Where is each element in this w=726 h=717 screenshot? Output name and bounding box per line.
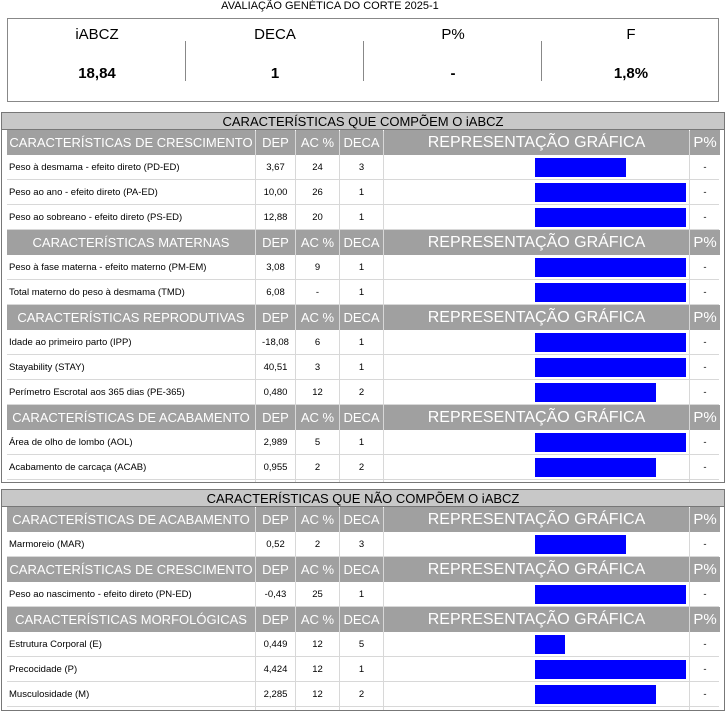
deca-value: 1	[358, 262, 365, 273]
p-value: -	[703, 187, 707, 198]
p-value: -	[703, 437, 707, 448]
p-value: -	[703, 639, 707, 650]
table-row	[2, 632, 724, 657]
p-value: -	[703, 212, 707, 223]
p-value: -	[703, 362, 707, 373]
graph-bar	[535, 208, 686, 227]
dep-value: 3,08	[266, 262, 285, 273]
column-header-deca: DECA	[340, 405, 383, 430]
graph-cell	[384, 280, 689, 305]
summary-label: F	[626, 26, 636, 43]
graph-bar	[535, 535, 626, 554]
deca-value: 1	[358, 212, 365, 223]
section-groups	[2, 507, 724, 707]
section-nao-compoem-iabcz	[1, 489, 725, 711]
group-title: CARACTERÍSTICAS DE ACABAMENTO	[7, 507, 255, 532]
p-value: -	[703, 287, 707, 298]
dep-value: 0,955	[263, 462, 288, 473]
dep-value: 10,00	[263, 187, 288, 198]
column-header-dep: DEP	[256, 507, 295, 532]
trait-name: Stayability (STAY)	[9, 362, 85, 373]
dep-value: -0,43	[264, 589, 287, 600]
grid-line	[295, 508, 296, 710]
graph-bar	[535, 158, 626, 177]
table-row	[2, 155, 724, 180]
column-header-graph: REPRESENTAÇÃO GRÁFICA	[384, 230, 689, 255]
grid-line	[689, 508, 690, 710]
trait-name: Perímetro Escrotal aos 365 dias (PE-365)	[9, 387, 185, 398]
dep-value: 0,449	[263, 639, 288, 650]
ac-value: 2	[314, 462, 321, 473]
graph-cell	[384, 380, 689, 405]
deca-value: 2	[358, 387, 365, 398]
p-value: -	[703, 162, 707, 173]
table-row	[2, 532, 724, 557]
dep-value: 2,989	[263, 437, 288, 448]
grid-line	[339, 131, 340, 482]
ac-value: 2	[314, 539, 321, 550]
deca-value: 1	[358, 287, 365, 298]
dep-value: 12,88	[263, 212, 288, 223]
graph-cell	[384, 455, 689, 480]
deca-value: 3	[358, 162, 365, 173]
trait-group	[2, 130, 724, 230]
graph-cell	[384, 255, 689, 280]
section-title: CARACTERÍSTICAS QUE NÃO COMPÕEM O iABCZ	[2, 490, 724, 507]
trait-group	[2, 557, 724, 607]
section-title: CARACTERÍSTICAS QUE COMPÕEM O iABCZ	[2, 113, 724, 130]
dep-value: 6,08	[266, 287, 285, 298]
deca-value: 1	[358, 664, 365, 675]
column-header-deca: DECA	[340, 607, 383, 632]
ac-value: 25	[312, 589, 323, 600]
table-row	[2, 330, 724, 355]
column-header-dep: DEP	[256, 130, 295, 155]
grid-line	[383, 508, 384, 710]
graph-cell	[384, 205, 689, 230]
trait-name: Musculosidade (M)	[9, 689, 90, 700]
column-header-dep: DEP	[256, 405, 295, 430]
ac-value: 20	[312, 212, 323, 223]
graph-cell	[384, 632, 689, 657]
column-header-p: P%	[690, 230, 720, 255]
table-row	[2, 280, 724, 305]
grid-line	[295, 131, 296, 482]
column-header-deca: DECA	[340, 305, 383, 330]
grid-line	[255, 508, 256, 710]
dep-value: 2,285	[263, 689, 288, 700]
summary-label: iABCZ	[75, 26, 119, 43]
graph-cell	[384, 682, 689, 707]
ac-value: 12	[312, 387, 323, 398]
column-header-graph: REPRESENTAÇÃO GRÁFICA	[384, 305, 689, 330]
summary-p	[364, 19, 542, 101]
deca-value: 3	[358, 539, 365, 550]
graph-cell	[384, 582, 689, 607]
column-header-p: P%	[690, 405, 720, 430]
trait-group	[2, 507, 724, 557]
column-header-p: P%	[690, 607, 720, 632]
column-header-graph: REPRESENTAÇÃO GRÁFICA	[384, 557, 689, 582]
group-header	[2, 607, 724, 632]
group-header	[2, 230, 724, 255]
deca-value: 1	[358, 362, 365, 373]
column-header-ac: AC %	[296, 557, 339, 582]
group-header	[2, 557, 724, 582]
trait-name: Total materno do peso à desmama (TMD)	[9, 287, 185, 298]
deca-value: 2	[358, 462, 365, 473]
trait-name: Marmoreio (MAR)	[9, 539, 85, 550]
page-title: AVALIAÇÃO GENÉTICA DO CORTE 2025-1	[221, 0, 439, 12]
ac-value: 12	[312, 689, 323, 700]
column-header-dep: DEP	[256, 230, 295, 255]
table-row	[2, 355, 724, 380]
group-title: CARACTERÍSTICAS DE ACABAMENTO	[7, 405, 255, 430]
column-header-graph: REPRESENTAÇÃO GRÁFICA	[384, 405, 689, 430]
p-value: -	[703, 387, 707, 398]
trait-name: Precocidade (P)	[9, 664, 78, 675]
ac-value: -	[315, 287, 320, 298]
summary-iabcz	[8, 19, 186, 101]
group-header	[2, 130, 724, 155]
column-header-p: P%	[690, 305, 720, 330]
ac-value: 6	[314, 337, 321, 348]
summary-value: 1	[270, 65, 280, 82]
ac-value: 12	[312, 639, 323, 650]
graph-bar	[535, 458, 656, 477]
column-header-p: P%	[690, 557, 720, 582]
deca-value: 1	[358, 187, 365, 198]
summary-value: -	[450, 65, 456, 82]
graph-bar	[535, 433, 686, 452]
table-row	[2, 255, 724, 280]
deca-value: 1	[358, 437, 365, 448]
grid-line	[339, 508, 340, 710]
column-header-ac: AC %	[296, 305, 339, 330]
column-header-graph: REPRESENTAÇÃO GRÁFICA	[384, 607, 689, 632]
ac-value: 3	[314, 362, 321, 373]
column-header-ac: AC %	[296, 230, 339, 255]
column-header-deca: DECA	[340, 130, 383, 155]
graph-cell	[384, 355, 689, 380]
column-header-dep: DEP	[256, 607, 295, 632]
column-header-deca: DECA	[340, 557, 383, 582]
dep-value: 4,424	[263, 664, 288, 675]
trait-name: Área de olho de lombo (AOL)	[9, 437, 133, 448]
column-header-p: P%	[690, 130, 720, 155]
group-title: CARACTERÍSTICAS MORFOLÓGICAS	[7, 607, 255, 632]
trait-group	[2, 607, 724, 707]
column-header-p: P%	[690, 507, 720, 532]
group-title: CARACTERÍSTICAS REPRODUTIVAS	[7, 305, 255, 330]
column-header-dep: DEP	[256, 557, 295, 582]
column-header-graph: REPRESENTAÇÃO GRÁFICA	[384, 507, 689, 532]
column-header-ac: AC %	[296, 507, 339, 532]
graph-cell	[384, 430, 689, 455]
p-value: -	[703, 462, 707, 473]
graph-bar	[535, 333, 686, 352]
summary-value: 1,8%	[613, 65, 649, 82]
section-compoem-iabcz	[1, 112, 725, 483]
summary-label: P%	[441, 26, 465, 43]
dep-value: 0,480	[263, 387, 288, 398]
summary-value: 18,84	[78, 65, 116, 82]
p-value: -	[703, 262, 707, 273]
table-row	[2, 180, 724, 205]
deca-value: 1	[358, 589, 365, 600]
p-value: -	[703, 337, 707, 348]
column-header-deca: DECA	[340, 507, 383, 532]
graph-bar	[535, 383, 656, 402]
summary-deca	[186, 19, 364, 101]
trait-name: Peso ao ano - efeito direto (PA-ED)	[9, 187, 158, 198]
graph-bar	[535, 258, 686, 277]
dep-value: 40,51	[263, 362, 288, 373]
column-header-ac: AC %	[296, 130, 339, 155]
dep-value: -18,08	[262, 337, 289, 348]
table-row	[2, 657, 724, 682]
column-header-graph: REPRESENTAÇÃO GRÁFICA	[384, 130, 689, 155]
trait-group	[2, 230, 724, 305]
trait-name: Idade ao primeiro parto (IPP)	[9, 337, 132, 348]
summary-label: DECA	[254, 26, 296, 43]
table-row	[2, 205, 724, 230]
group-title: CARACTERÍSTICAS DE CRESCIMENTO	[7, 130, 255, 155]
grid-line	[689, 131, 690, 482]
deca-value: 5	[358, 639, 365, 650]
dep-value: 3,67	[266, 162, 285, 173]
group-title: CARACTERÍSTICAS DE CRESCIMENTO	[7, 557, 255, 582]
table-row	[2, 455, 724, 480]
table-row	[2, 582, 724, 607]
table-row	[2, 430, 724, 455]
ac-value: 5	[314, 437, 321, 448]
graph-bar	[535, 635, 565, 654]
ac-value: 9	[314, 262, 321, 273]
grid-line	[383, 131, 384, 482]
graph-cell	[384, 330, 689, 355]
group-header	[2, 507, 724, 532]
group-title: CARACTERÍSTICAS MATERNAS	[7, 230, 255, 255]
p-value: -	[703, 664, 707, 675]
trait-name: Peso à desmama - efeito direto (PD-ED)	[9, 162, 180, 173]
ac-value: 26	[312, 187, 323, 198]
table-row	[2, 682, 724, 707]
ac-value: 24	[312, 162, 323, 173]
ac-value: 12	[312, 664, 323, 675]
graph-cell	[384, 155, 689, 180]
deca-value: 1	[358, 337, 365, 348]
trait-name: Peso à fase materna - efeito materno (PM-EM)	[9, 262, 207, 273]
graph-bar	[535, 585, 686, 604]
graph-cell	[384, 180, 689, 205]
dep-value: 0,52	[266, 539, 285, 550]
trait-name: Peso ao nascimento - efeito direto (PN-ED)	[9, 589, 192, 600]
trait-name: Peso ao sobreano - efeito direto (PS-ED)	[9, 212, 183, 223]
p-value: -	[703, 689, 707, 700]
summary-f	[542, 19, 720, 101]
deca-value: 2	[358, 689, 365, 700]
graph-cell	[384, 532, 689, 557]
trait-name: Estrutura Corporal (E)	[9, 639, 102, 650]
grid-line	[255, 131, 256, 482]
trait-name: Acabamento de carcaça (ACAB)	[9, 462, 147, 473]
column-header-dep: DEP	[256, 305, 295, 330]
graph-bar	[535, 660, 686, 679]
column-header-ac: AC %	[296, 405, 339, 430]
table-row	[2, 380, 724, 405]
column-header-ac: AC %	[296, 607, 339, 632]
trait-group	[2, 405, 724, 480]
graph-bar	[535, 183, 686, 202]
graph-bar	[535, 358, 686, 377]
group-header	[2, 305, 724, 330]
trait-group	[2, 305, 724, 405]
group-header	[2, 405, 724, 430]
graph-bar	[535, 685, 656, 704]
p-value: -	[703, 539, 707, 550]
column-header-deca: DECA	[340, 230, 383, 255]
summary-box	[7, 18, 719, 102]
p-value: -	[703, 589, 707, 600]
graph-cell	[384, 657, 689, 682]
graph-bar	[535, 283, 686, 302]
section-groups	[2, 130, 724, 480]
